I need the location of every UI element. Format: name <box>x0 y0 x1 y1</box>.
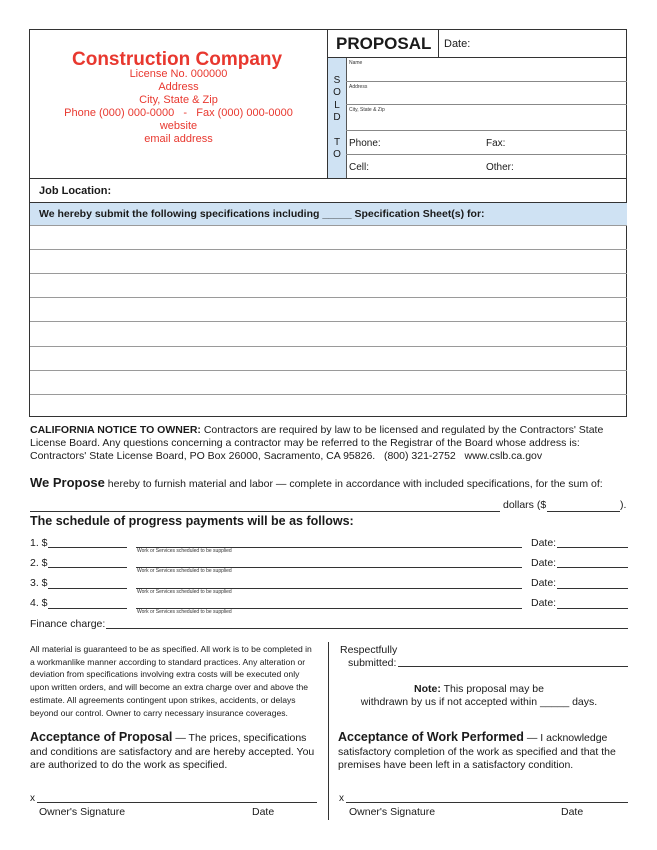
job-location-label: Job Location: <box>39 185 112 197</box>
company-city: City, State & Zip <box>139 94 218 106</box>
acceptance-work: Acceptance of Work Performed — I acknowledge satisfactory completion of the work as specified and that the premises have been left in a satisfactory condition. <box>338 730 616 771</box>
name-label: Name <box>349 60 363 66</box>
sold-to-band <box>328 58 347 178</box>
owner-signature-field-right[interactable] <box>346 802 628 803</box>
california-notice: CALIFORNIA NOTICE TO OWNER: Contractors are required by law to be licensed and regulated by the Contractors' State License Board. Any questions concerning a contractor may be referred to the Registrar of the Board whose address is: Contractors' State License Board, PO Box 26000, Sacramento, CA 95826. (800) 321-2752 www.cslb.ca.gov <box>30 424 604 462</box>
date-label-left: Date <box>252 806 275 818</box>
spec-line[interactable] <box>30 249 627 250</box>
signature-x-left: x <box>30 793 35 804</box>
company-phone-fax: Phone (000) 000-0000 - Fax (000) 000-0000 <box>64 107 293 119</box>
company-address: Address <box>158 81 199 93</box>
city-field[interactable] <box>346 130 627 131</box>
column-divider <box>328 642 329 820</box>
finance-charge-label: Finance charge: <box>30 618 106 630</box>
spec-line[interactable] <box>30 321 627 322</box>
finance-charge-field[interactable] <box>106 628 628 629</box>
owner-signature-label-right: Owner's Signature <box>349 806 436 818</box>
schedule-title: The schedule of progress payments will be as follows: <box>30 514 354 528</box>
spec-header: We hereby submit the following specifications including _____ Specification Sheet(s) for: <box>39 208 485 220</box>
proposal-title: PROPOSAL <box>336 34 432 53</box>
address-field[interactable] <box>346 104 627 105</box>
payment-date-field[interactable] <box>557 608 628 609</box>
phone-label: Phone: <box>349 138 381 149</box>
sum-words-field[interactable] <box>30 511 500 512</box>
owner-signature-field-left[interactable] <box>37 802 317 803</box>
spec-line[interactable] <box>30 273 627 274</box>
address-label: Address <box>349 84 368 90</box>
sum-amount-field[interactable] <box>547 511 620 512</box>
payment-date-field[interactable] <box>557 567 628 568</box>
payment-date-field[interactable] <box>557 588 628 589</box>
we-propose: We Propose hereby to furnish material and labor — complete in accordance with included specifications, for the sum of: <box>30 475 603 490</box>
spec-line[interactable] <box>30 346 627 347</box>
payment-amount-field[interactable] <box>48 547 127 548</box>
payment-amount-field[interactable] <box>48 588 127 589</box>
acceptance-proposal: Acceptance of Proposal — The prices, specifications and conditions are satisfactory and are hereby accepted. You are authorized to do the work as specified. <box>30 730 315 771</box>
submitted-label: submitted: <box>348 657 397 669</box>
respectfully-label: Respectfully <box>340 644 398 656</box>
guarantee-text: All material is guaranteed to be as specified. All work is to be completed in a workmanlike manner according to standard practices. Any alteration or deviation from specifications involving extra costs will be executed only upon written orders, and will become an extra charge over and above the estimate. All agreements contingent upon strikes, accidents, or delays beyond our control. Owner to carry necessary insurance coverages. <box>30 644 312 718</box>
company-email: email address <box>144 133 213 145</box>
company-website: website <box>159 120 198 132</box>
dollars-close: ). <box>620 499 627 511</box>
owner-signature-label-left: Owner's Signature <box>39 806 126 818</box>
company-license: License No. 000000 <box>129 68 228 80</box>
payment-amount-field[interactable] <box>48 567 127 568</box>
dollars-label: dollars ($ <box>503 499 547 511</box>
signature-x-right: x <box>339 793 344 804</box>
company-info <box>30 68 327 146</box>
payment-amount-field[interactable] <box>48 608 127 609</box>
spec-line[interactable] <box>30 394 627 395</box>
payment-date-field[interactable] <box>557 547 628 548</box>
submitted-by-field[interactable] <box>398 666 628 667</box>
proposal-date-label: Date: <box>444 38 471 50</box>
phone-fax-field[interactable] <box>346 154 627 155</box>
cell-label: Cell: <box>349 162 370 173</box>
city-label: City, State & Zip <box>349 107 385 113</box>
name-field[interactable] <box>346 81 627 82</box>
spec-line[interactable] <box>30 370 627 371</box>
sold-to-label: S O L D T O <box>333 75 341 161</box>
spec-line[interactable] <box>30 297 627 298</box>
company-name: Construction Company <box>72 49 283 70</box>
other-label: Other: <box>486 162 514 173</box>
date-label-right: Date <box>561 806 584 818</box>
fax-label: Fax: <box>486 138 506 149</box>
withdrawal-note: Note: This proposal may be withdrawn by us if not accepted within _____ days. <box>360 683 598 708</box>
spec-line[interactable] <box>30 225 627 226</box>
